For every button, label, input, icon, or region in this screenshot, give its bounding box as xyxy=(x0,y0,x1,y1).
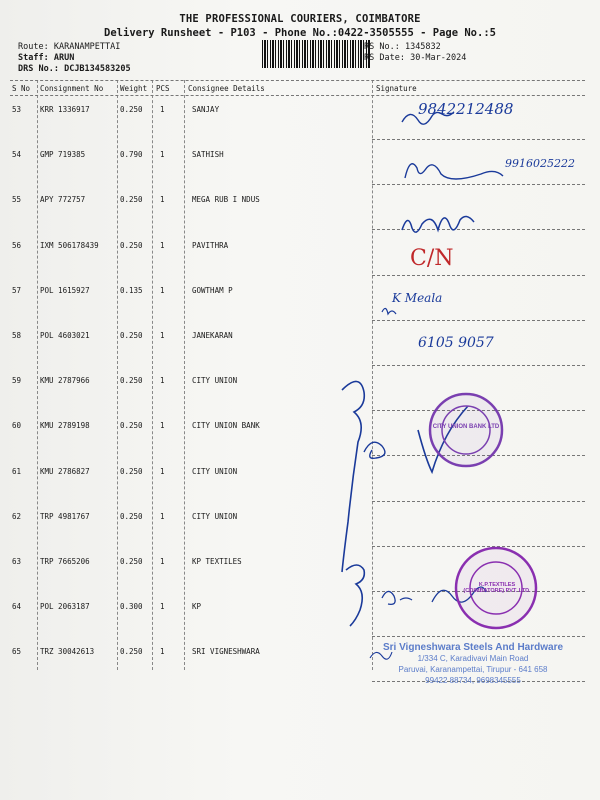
shop-stamp-addr1: 1/334 C, Karadivavi Main Road xyxy=(417,654,529,663)
row-pcs: 1 xyxy=(160,602,165,612)
signature-56: C/N xyxy=(410,246,454,271)
signature-55-scribble xyxy=(402,216,474,232)
row-consignee: PAVITHRA xyxy=(192,240,229,250)
row-sno: 55 xyxy=(12,195,22,205)
runsheet-subtitle: Delivery Runsheet - P103 - Phone No.:0422-3505555 - Page No.:5 xyxy=(104,27,496,39)
row-weight: 0.250 xyxy=(120,331,143,340)
col-sno: S No xyxy=(12,84,31,93)
row-weight: 0.250 xyxy=(120,195,143,205)
bank-stamp-text: CITY UNION BANK LTD xyxy=(432,424,500,430)
row-pcs: 1 xyxy=(160,195,165,205)
row-weight: 0.250 xyxy=(120,240,143,250)
row-weight: 0.250 xyxy=(120,105,143,114)
col-consignment: Consignment No xyxy=(40,84,104,93)
row-pcs: 1 xyxy=(160,466,165,476)
signature-53: 9842212488 xyxy=(418,100,514,118)
row-consignment: KMU 2786827 xyxy=(40,466,90,476)
row-weight: 0.250 xyxy=(120,421,143,431)
row-consignee: KP xyxy=(192,602,202,612)
rs-date-label: RS Date: xyxy=(364,53,405,63)
bank-stamp-outer xyxy=(430,394,502,466)
signature-57: K Meala xyxy=(392,291,443,305)
row-pcs: 1 xyxy=(160,285,165,295)
row-weight: 0.300 xyxy=(120,602,143,612)
col-pcs: PCS xyxy=(156,84,170,93)
row-consignment: GMP 719385 xyxy=(40,150,86,160)
route-value: KARANAMPETTAI xyxy=(53,42,121,52)
signature-57-scribble xyxy=(382,308,396,314)
row-consignment: TRP 4981767 xyxy=(40,511,90,521)
shop-stamp xyxy=(368,642,578,686)
kp-signature-extra xyxy=(382,591,412,604)
row-sno: 64 xyxy=(12,602,22,612)
row-sno: 58 xyxy=(12,331,22,340)
signature-54-scribble xyxy=(405,164,503,179)
row-consignee: SANJAY xyxy=(192,105,220,114)
staff-label: Staff: xyxy=(18,53,49,63)
row-sno: 62 xyxy=(12,511,22,521)
bank-signature-scribble xyxy=(342,381,364,572)
row-weight: 0.250 xyxy=(120,466,143,476)
row-sno: 56 xyxy=(12,240,22,250)
col-weight: Weight xyxy=(120,84,148,93)
row-sno: 63 xyxy=(12,557,22,566)
signature-58: 6105 9057 xyxy=(418,335,494,351)
row-consignee: JANEKARAN xyxy=(192,331,233,340)
row-sno: 59 xyxy=(12,376,22,386)
row-sno: 61 xyxy=(12,466,22,476)
row-consignment: APY 772757 xyxy=(40,195,86,205)
row-consignee: MEGA RUB I NDUS xyxy=(192,195,260,205)
row-consignee: KP TEXTILES xyxy=(192,557,242,566)
route-label: Route: xyxy=(18,42,49,52)
staff-value: ARUN xyxy=(53,53,75,63)
row-consignment: KMU 2787966 xyxy=(40,376,90,386)
row-consignment: IXM 506178439 xyxy=(40,240,99,250)
row-pcs: 1 xyxy=(160,105,165,114)
kp-stamp-text: K.P.TEXTILES (COIMBATORE) PVT. LTD. xyxy=(463,582,531,594)
signature-54: 9916025222 xyxy=(505,157,575,170)
row-consignment: POL 1615927 xyxy=(40,285,90,295)
kp-signature-scribble xyxy=(346,565,364,626)
drs-label: DRS No.: xyxy=(18,64,59,74)
rs-no-value: 1345832 xyxy=(404,42,441,52)
rs-date-value: 30-Mar-2024 xyxy=(410,53,467,63)
row-pcs: 1 xyxy=(160,150,165,160)
row-consignment: POL 2063187 xyxy=(40,602,90,612)
row-consignment: TRP 7665206 xyxy=(40,557,90,566)
row-weight: 0.790 xyxy=(120,150,143,160)
row-consignment: POL 4603021 xyxy=(40,331,90,340)
row-consignee: GOWTHAM P xyxy=(192,285,233,295)
row-weight: 0.250 xyxy=(120,647,143,657)
row-pcs: 1 xyxy=(160,647,165,657)
row-pcs: 1 xyxy=(160,240,165,250)
row-consignment: KRR 1336917 xyxy=(40,105,90,114)
row-consignee: SATHISH xyxy=(192,150,224,160)
row-weight: 0.250 xyxy=(120,511,143,521)
row-sno: 60 xyxy=(12,421,22,431)
shop-stamp-addr2: Paruvai, Karanampettai, Tirupur - 641 658 xyxy=(398,665,548,674)
shop-stamp-name: Sri Vigneshwara Steels And Hardware xyxy=(382,642,564,653)
row-pcs: 1 xyxy=(160,376,165,386)
row-weight: 0.250 xyxy=(120,376,143,386)
row-consignee: CITY UNION xyxy=(192,511,238,521)
row-pcs: 1 xyxy=(160,421,165,431)
row-consignee: CITY UNION xyxy=(192,466,238,476)
row-weight: 0.250 xyxy=(120,557,143,566)
row-sno: 65 xyxy=(12,647,22,657)
row-pcs: 1 xyxy=(160,557,165,566)
row-consignment: KMU 2789198 xyxy=(40,421,90,431)
row-sno: 57 xyxy=(12,285,22,295)
row-pcs: 1 xyxy=(160,511,165,521)
row-sno: 53 xyxy=(12,105,22,114)
bank-signature-loop xyxy=(364,442,385,458)
shop-stamp-phone: 99422 88734, 9698345555 xyxy=(425,676,521,685)
row-consignee: CITY UNION BANK xyxy=(192,421,260,431)
row-weight: 0.135 xyxy=(120,285,143,295)
row-consignee: SRI VIGNESHWARA xyxy=(192,647,260,657)
row-sno: 54 xyxy=(12,150,22,160)
rs-no-label: RS No.: xyxy=(364,42,400,52)
row-consignment: TRZ 30042613 xyxy=(40,647,95,657)
company-title: THE PROFESSIONAL COURIERS, COIMBATORE xyxy=(179,13,421,25)
row-consignee: CITY UNION xyxy=(192,376,238,386)
drs-value: DCJB134583205 xyxy=(64,64,131,74)
row-pcs: 1 xyxy=(160,331,165,340)
col-signature: Signature xyxy=(376,84,417,93)
col-consignee: Consignee Details xyxy=(188,84,265,93)
